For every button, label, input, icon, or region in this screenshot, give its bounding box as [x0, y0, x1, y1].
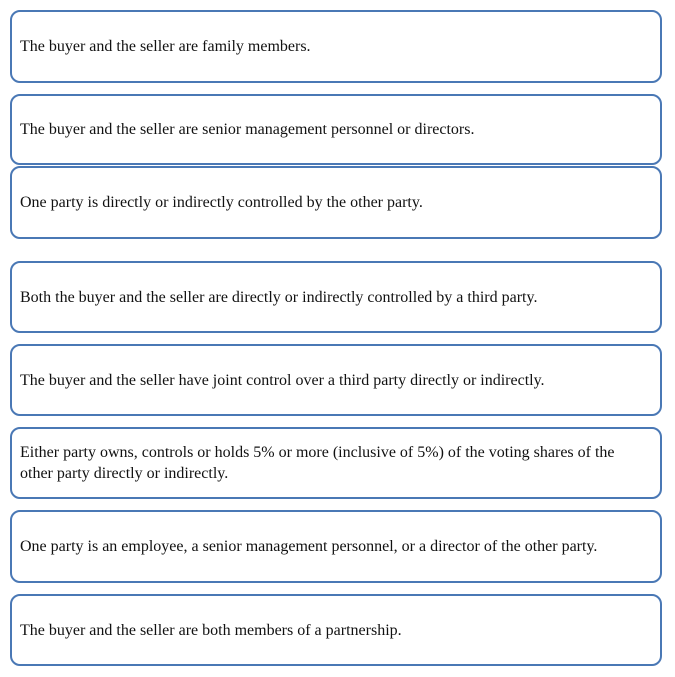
relationship-box-family	[10, 10, 662, 83]
relationship-text: One party is directly or indirectly controlled by the other party.	[20, 194, 423, 211]
relationship-box-third-party-control	[10, 261, 662, 333]
relationship-text: Both the buyer and the seller are directly or indirectly controlled by a third party.	[20, 288, 538, 306]
relationship-box-voting-shares	[10, 427, 662, 499]
relationship-text: The buyer and the seller are family members.	[20, 38, 311, 55]
relationship-text: The buyer and the seller are senior management personnel or directors.	[20, 121, 475, 138]
relationship-text: The buyer and the seller have joint control over a third party directly or indirectly.	[20, 371, 545, 389]
relationship-box-partnership	[10, 594, 662, 666]
relationship-box-employee	[10, 510, 662, 583]
relationship-box-control	[10, 166, 662, 239]
relationship-box-management	[10, 94, 662, 165]
relationship-box-joint-control	[10, 344, 662, 416]
relationship-text: One party is an employee, a senior management personnel, or a director of the other party.	[20, 538, 598, 555]
relationship-text: Either party owns, controls or holds 5% or more (inclusive of 5%) of the voting shares of the other party directly or indirectly.	[20, 444, 615, 482]
relationship-text: The buyer and the seller are both members of a partnership.	[20, 621, 402, 639]
